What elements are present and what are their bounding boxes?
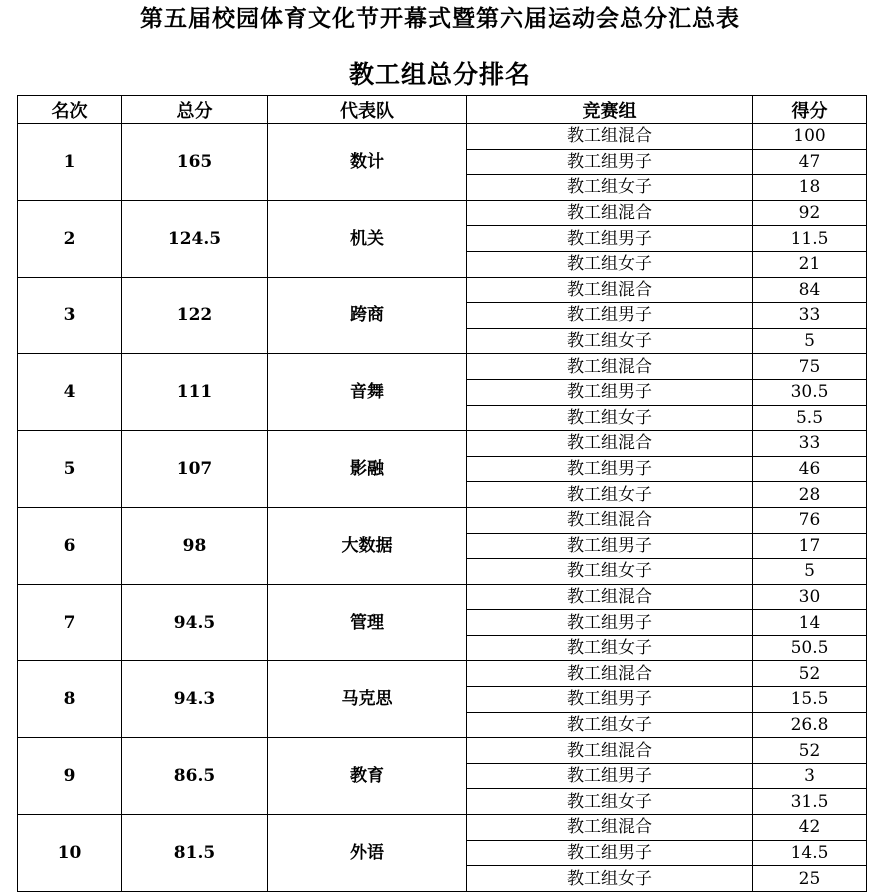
group-cell: 教工组男子	[467, 303, 753, 329]
team-cell: 数计	[268, 124, 467, 201]
total-score-cell: 81.5	[122, 815, 268, 892]
score-cell: 46	[753, 456, 867, 482]
score-cell: 3	[753, 763, 867, 789]
header-rank: 名次	[18, 96, 122, 124]
group-cell: 教工组男子	[467, 763, 753, 789]
team-cell: 音舞	[268, 354, 467, 431]
group-cell: 教工组男子	[467, 840, 753, 866]
rank-cell: 3	[18, 277, 122, 354]
score-cell: 50.5	[753, 635, 867, 661]
team-cell: 管理	[268, 584, 467, 661]
score-cell: 52	[753, 738, 867, 764]
header-team: 代表队	[268, 96, 467, 124]
group-cell: 教工组混合	[467, 200, 753, 226]
score-cell: 11.5	[753, 226, 867, 252]
total-score-cell: 86.5	[122, 738, 268, 815]
table-body	[18, 124, 867, 892]
group-cell: 教工组混合	[467, 124, 753, 150]
rank-cell: 7	[18, 584, 122, 661]
score-cell: 28	[753, 482, 867, 508]
total-score-cell: 111	[122, 354, 268, 431]
rank-cell: 10	[18, 815, 122, 892]
group-cell: 教工组混合	[467, 277, 753, 303]
score-cell: 5.5	[753, 405, 867, 431]
group-cell: 教工组女子	[467, 789, 753, 815]
team-cell: 外语	[268, 815, 467, 892]
group-cell: 教工组女子	[467, 251, 753, 277]
group-cell: 教工组男子	[467, 610, 753, 636]
group-cell: 教工组女子	[467, 328, 753, 354]
group-cell: 教工组混合	[467, 815, 753, 841]
rank-cell: 1	[18, 124, 122, 201]
group-cell: 教工组女子	[467, 175, 753, 201]
table-row	[18, 354, 867, 380]
total-score-cell: 94.5	[122, 584, 268, 661]
table-subtitle: 教工组总分排名	[348, 60, 531, 89]
rank-cell: 6	[18, 507, 122, 584]
group-cell: 教工组女子	[467, 712, 753, 738]
score-cell: 5	[753, 328, 867, 354]
team-cell: 大数据	[268, 507, 467, 584]
team-cell: 机关	[268, 200, 467, 277]
group-cell: 教工组女子	[467, 635, 753, 661]
team-cell: 影融	[268, 431, 467, 508]
group-cell: 教工组混合	[467, 661, 753, 687]
score-cell: 5	[753, 559, 867, 585]
team-cell: 教育	[268, 738, 467, 815]
group-cell: 教工组男子	[467, 687, 753, 713]
score-cell: 100	[753, 124, 867, 150]
score-cell: 84	[753, 277, 867, 303]
table-row	[18, 507, 867, 533]
header-score: 得分	[753, 96, 867, 124]
score-cell: 52	[753, 661, 867, 687]
total-score-cell: 165	[122, 124, 268, 201]
score-cell: 30.5	[753, 379, 867, 405]
table-row	[18, 431, 867, 457]
group-cell: 教工组男子	[467, 456, 753, 482]
group-cell: 教工组男子	[467, 149, 753, 175]
rank-cell: 8	[18, 661, 122, 738]
table-row	[18, 738, 867, 764]
total-score-cell: 94.3	[122, 661, 268, 738]
header-total: 总分	[122, 96, 268, 124]
score-cell: 14.5	[753, 840, 867, 866]
group-cell: 教工组女子	[467, 405, 753, 431]
rank-cell: 5	[18, 431, 122, 508]
ranking-table	[17, 95, 867, 892]
score-cell: 17	[753, 533, 867, 559]
score-cell: 31.5	[753, 789, 867, 815]
rank-cell: 2	[18, 200, 122, 277]
header-group: 竞赛组	[467, 96, 753, 124]
total-score-cell: 107	[122, 431, 268, 508]
table-row	[18, 584, 867, 610]
header-row	[18, 96, 867, 124]
group-cell: 教工组女子	[467, 559, 753, 585]
team-cell: 马克思	[268, 661, 467, 738]
group-cell: 教工组混合	[467, 431, 753, 457]
total-score-cell: 98	[122, 507, 268, 584]
score-cell: 25	[753, 866, 867, 892]
group-cell: 教工组男子	[467, 379, 753, 405]
table-row	[18, 277, 867, 303]
score-cell: 47	[753, 149, 867, 175]
table-row	[18, 200, 867, 226]
document-title: 第五届校园体育文化节开幕式暨第六届运动会总分汇总表	[140, 5, 740, 32]
group-cell: 教工组混合	[467, 354, 753, 380]
rank-cell: 4	[18, 354, 122, 431]
total-score-cell: 124.5	[122, 200, 268, 277]
rank-cell: 9	[18, 738, 122, 815]
table-row	[18, 124, 867, 150]
score-cell: 33	[753, 431, 867, 457]
score-cell: 92	[753, 200, 867, 226]
score-cell: 26.8	[753, 712, 867, 738]
score-cell: 75	[753, 354, 867, 380]
group-cell: 教工组混合	[467, 507, 753, 533]
score-cell: 76	[753, 507, 867, 533]
score-cell: 33	[753, 303, 867, 329]
group-cell: 教工组混合	[467, 738, 753, 764]
group-cell: 教工组女子	[467, 482, 753, 508]
score-cell: 14	[753, 610, 867, 636]
group-cell: 教工组女子	[467, 866, 753, 892]
table-row	[18, 815, 867, 841]
score-cell: 30	[753, 584, 867, 610]
team-cell: 跨商	[268, 277, 467, 354]
total-score-cell: 122	[122, 277, 268, 354]
group-cell: 教工组男子	[467, 533, 753, 559]
score-cell: 21	[753, 251, 867, 277]
group-cell: 教工组男子	[467, 226, 753, 252]
score-cell: 18	[753, 175, 867, 201]
score-cell: 15.5	[753, 687, 867, 713]
table-row	[18, 661, 867, 687]
group-cell: 教工组混合	[467, 584, 753, 610]
score-cell: 42	[753, 815, 867, 841]
